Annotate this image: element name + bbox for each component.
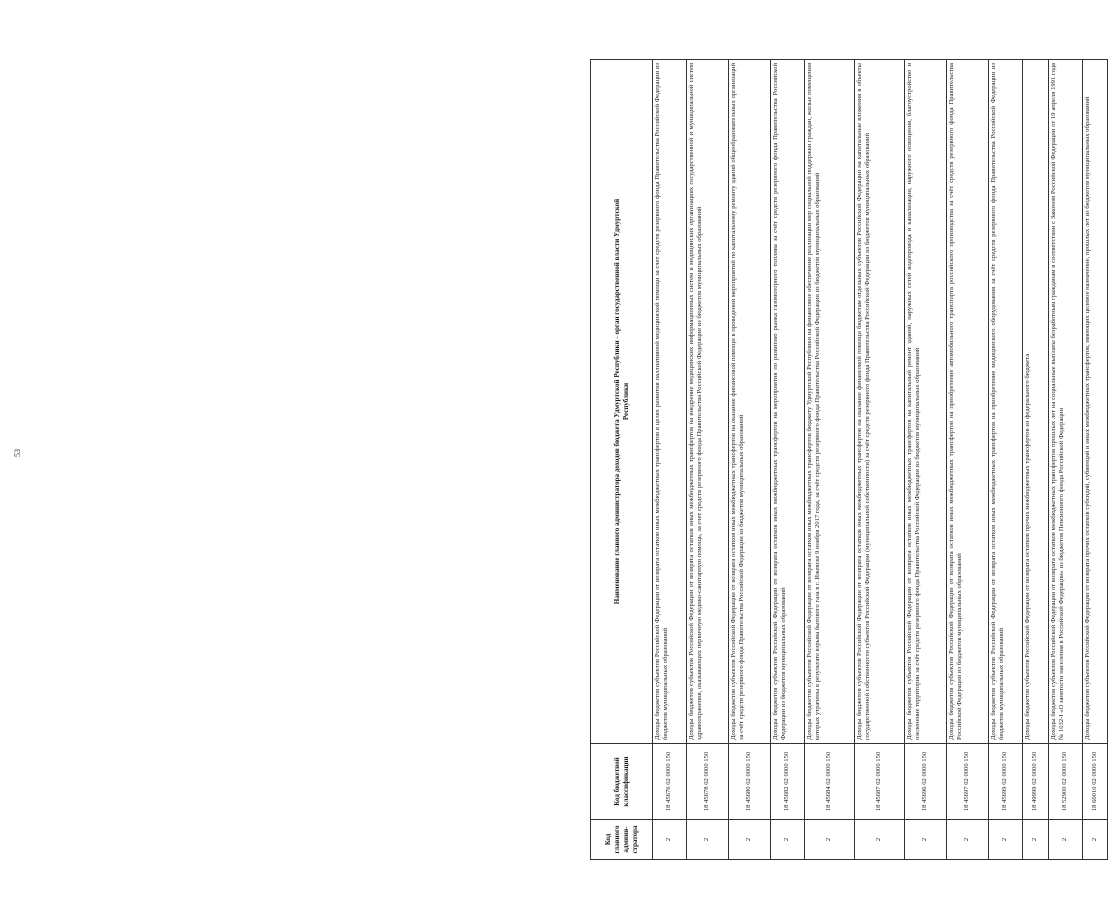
revenue-name-cell: Доходы бюджетов субъектов Российской Федерации от возврата остатков иных межбюджетных трансфертов на оказание финансовой помощи бюджетам отдельных субъектов Российской Федерации на капитальные вложения в объекты государственной собственности субъектов Российской Федерации (муниципальной собственности) за счёт средств резервного фонда Правительства Российской Федерации из бюджетов муниципальных образований [855,60,905,744]
revenue-name-cell: Доходы бюджетов субъектов Российской Федерации от возврата остатков прочих межбюджетных трансфертов из федерального бюджета [1023,60,1049,744]
admin-code-cell: 2 [653,820,687,860]
admin-code-cell: 2 [855,820,905,860]
classification-code-cell: 18 45699 02 0000 150 [989,744,1023,820]
revenue-name-cell: Доходы бюджетов субъектов Российской Федерации от возврата остатков иных межбюджетных трансфертов на оказание финансовой помощи в проведении мероприятий по капитальному ремонту зданий общеобразовательных организаций за счёт средств резервного фонда Правительства Российской Федерации из бюджетов муниципальных образований [729,60,771,744]
page-number: 53 [13,449,22,457]
table-row [687,60,729,860]
classification-code-cell: 18 60010 02 0000 150 [1083,744,1108,820]
table-row [653,60,687,860]
admin-code-cell: 2 [1083,820,1108,860]
table-row [855,60,905,860]
revenue-name-cell: Доходы бюджетов субъектов Российской Федерации от возврата остатков межбюджетных трансфертов прошлых лет на социальные выплаты безработным гражданам в соответствии с Законом Российской Федерации от 19 апреля 1991 года № 1032-I «О занятости населения в Российской Федерации» из бюджетов Пенсионного фонда Российской Федерации [1049,60,1083,744]
admin-code-cell: 2 [805,820,855,860]
classification-code-cell: 18 45676 02 0000 150 [653,744,687,820]
classification-code-cell: 18 52900 02 0000 150 [1049,744,1083,820]
header-name-line-2: Республики [621,382,630,421]
header-admin-code: Код главного админи-стратора [591,820,653,860]
rotated-table-container [590,60,1107,860]
classification-code-cell: 18 45680 02 0000 150 [729,744,771,820]
header-name [591,60,653,744]
header-name-line-1: Наименование главного администратора доходов бюджета Удмуртской Республики - орган государственной власти Удмуртской [612,198,621,605]
admin-code-cell: 2 [687,820,729,860]
table-row [989,60,1023,860]
admin-code-cell: 2 [729,820,771,860]
table-header-row [591,60,653,860]
admin-code-cell: 2 [947,820,989,860]
revenue-name-cell: Доходы бюджетов субъектов Российской Федерации от возврата остатков иных межбюджетных трансфертов в целях развития паллиативной медицинской помощи за счет средств резервного фонда Правительства Российской Федерации из бюджетов муниципальных образований [653,60,687,744]
revenue-administrators-table [590,59,1108,860]
table-row [1083,60,1108,860]
classification-code-cell: 18 45682 02 0000 150 [771,744,805,820]
classification-code-cell: 18 45697 02 0000 150 [947,744,989,820]
admin-code-cell: 2 [771,820,805,860]
admin-code-cell: 2 [905,820,947,860]
table-row [805,60,855,860]
revenue-name-cell: Доходы бюджетов субъектов Российской Федерации от возврата остатков иных межбюджетных трансфертов на капитальный ремонт зданий, наружных сетей водопровода и канализации, наружного освещения, благоустройство и озеленение территории за счёт средств резервного фонда Правительства Российской Федерации из бюджетов муниципальных образований [905,60,947,744]
revenue-name-cell: Доходы бюджетов субъектов Российской Федерации от возврата остатков иных межбюджетных трансфертов на приобретение автомобильного транспорта российского производства за счёт средств резервного фонда Правительства Российской Федерации из бюджетов муниципальных образований [947,60,989,744]
admin-code-cell: 2 [1049,820,1083,860]
table-row [947,60,989,860]
header-classification-code: Код бюджетной классификации [591,744,653,820]
admin-code-cell: 2 [989,820,1023,860]
table-row [905,60,947,860]
table-row [771,60,805,860]
classification-code-cell: 18 45687 02 0000 150 [855,744,905,820]
table-row [729,60,771,860]
revenue-name-cell: Доходы бюджетов субъектов Российской Федерации от возврата прочих остатков субсидий, субвенций и иных межбюджетных трансфертов, имеющих целевое назначение, прошлых лет из бюджетов муниципальных образований [1083,60,1108,744]
revenue-name-cell: Доходы бюджетов субъектов Российской Федерации от возврата остатков иных межбюджетных трансфертов на внедрение медицинских информационных систем в медицинских организациях государственной и муниципальной систем здравоохранения, оказывающих первичную медико-санитарную помощь, за счет средств резервного фонда Правительства Российской Федерации из бюджетов муниципальных образований [687,60,729,744]
revenue-name-cell: Доходы бюджетов субъектов Российской Федерации от возврата остатков иных межбюджетных трансфертов на приобретение медицинского оборудования за счёт средств резервного фонда Правительства Российской Федерации из бюджетов муниципальных образований [989,60,1023,744]
classification-code-cell: 18 45678 02 0000 150 [687,744,729,820]
table-row [1023,60,1049,860]
admin-code-cell: 2 [1023,820,1049,860]
classification-code-cell: 18 49999 02 0000 150 [1023,744,1049,820]
classification-code-cell: 18 45696 02 0000 150 [905,744,947,820]
table-row [1049,60,1083,860]
revenue-name-cell: Доходы бюджетов субъектов Российской Федерации от возврата остатков иных межбюджетных трансфертов на мероприятия по развитию рынка газомоторного топлива за счёт средств резервного фонда Правительства Российской Федерации из бюджетов муниципальных образований [771,60,805,744]
classification-code-cell: 18 45684 02 0000 150 [805,744,855,820]
revenue-name-cell: Доходы бюджетов субъектов Российской Федерации от возврата остатков иных межбюджетных трансфертов бюджету Удмуртской Республики на финансовое обеспечение реализации мер социальной поддержки граждан, жилые помещения которых утрачены в результате взрыва бытового газа в г. Ижевске 9 ноября 2017 года, за счёт средств резервного фонда Правительства Российской Федерации из бюджетов муниципальных образований [805,60,855,744]
